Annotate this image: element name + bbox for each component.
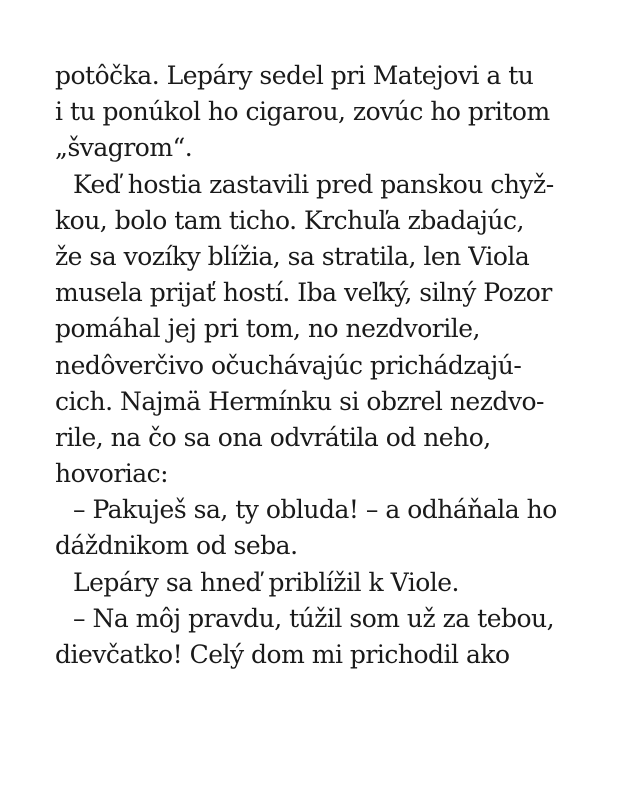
- text-line: cich. Najmä Hermínku si obzrel nezdvo-: [55, 386, 545, 416]
- text-line: rile, na čo sa ona odvrátila od neho,: [55, 422, 491, 452]
- text-line: hovoriac:: [55, 459, 169, 489]
- text-line: pomáhal jej pri tom, no nezdvorile,: [55, 314, 480, 344]
- text-line: kou, bolo tam ticho. Krchuľa zbadajúc,: [55, 205, 524, 235]
- text-line: „švagrom“.: [55, 133, 193, 163]
- text-line: dievčatko! Celý dom mi prichodil ako: [55, 640, 510, 669]
- book-page-text: [55, 58, 595, 673]
- text-line: i tu ponúkol ho cigarou, zovúc ho pritom: [55, 97, 550, 127]
- text-line: – Na môj pravdu, túžil som už za tebou,: [73, 603, 555, 633]
- text-line: Lepáry sa hneď priblížil k Viole.: [73, 567, 460, 597]
- text-line: že sa vozíky blížia, sa stratila, len Viola: [55, 241, 530, 271]
- text-line: musela prijať hostí. Iba veľký, silný Pozor: [55, 278, 552, 308]
- text-line: potôčka. Lepáry sedel pri Matejovi a tu: [55, 61, 534, 90]
- text-line: Keď hostia zastavili pred panskou chyž-: [73, 169, 554, 199]
- text-line: dáždnikom od seba.: [55, 531, 298, 561]
- text-line: – Pakuješ sa, ty obluda! – a odháňala ho: [73, 495, 557, 525]
- text-line: nedôverčivo očuchávajúc prichádzajú-: [55, 350, 522, 380]
